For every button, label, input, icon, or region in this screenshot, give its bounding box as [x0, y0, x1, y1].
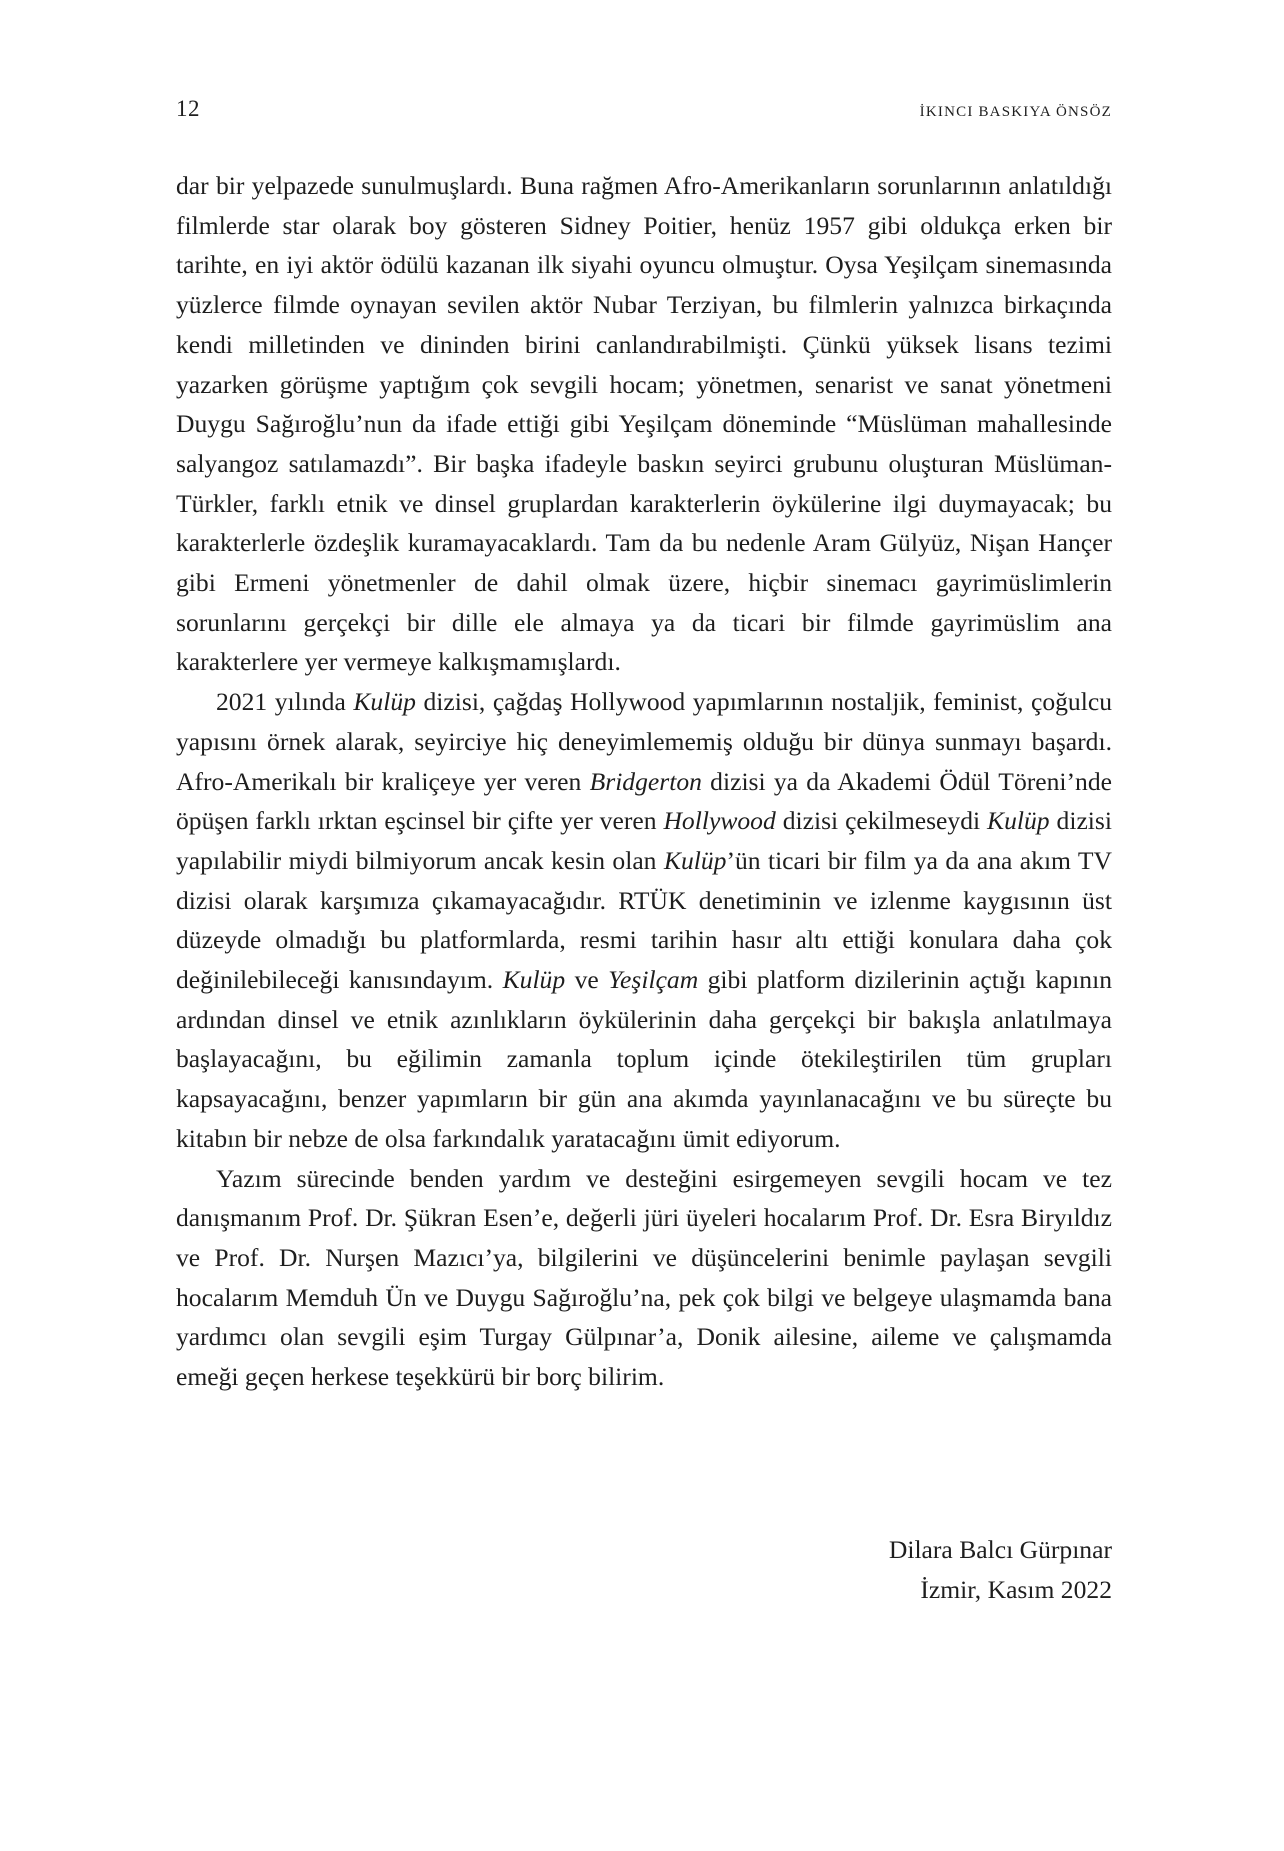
body-text: [176, 166, 1112, 1397]
text-run: dizisi çekilmeseydi: [775, 806, 988, 836]
paragraph-2: [176, 682, 1112, 1158]
italic-title: Kulüp: [663, 845, 727, 875]
italic-title: Kulüp: [353, 687, 416, 717]
author-name: Dilara Balcı Gürpınar: [888, 1535, 1112, 1564]
text-run: ’ün ticari bir film ya da ana akım TV dizisi olarak karşımıza çıkamayacağıdır. RTÜK denetiminin ve izlenme kaygısının üst düzeyde olmadığı bu platformlarda, resmi tarihin hasır altı ettiği konulara daha çok değinilebileceği kanısındayım.: [176, 845, 1113, 995]
italic-title: Kulüp: [987, 806, 1050, 836]
running-title: İKINCI BASKIYA ÖNSÖZ: [919, 104, 1112, 120]
italic-title: Bridgerton: [589, 766, 702, 796]
text-run: dizisi ya da Akademi Ödül Töreni’nde öpüşen farklı ırktan eşcinsel bir çifte yer veren: [176, 766, 1113, 836]
page-number: 12: [176, 96, 200, 121]
italic-title: Kulüp: [502, 965, 566, 995]
text-run: gibi platform dizilerinin açtığı kapının ardından dinsel ve etnik azınlıkların öykülerinin daha gerçekçi bir bakışla anlatılmaya başlayacağını, bu eğilimin zamanla toplum içinde ötekileştirilen tüm grupları kapsayacağını, benzer yapımların bir gün ana akımda yayınlanacağını ve bu süreçte bu kitabın bir nebze de olsa farkındalık yaratacağını ümit ediyorum.: [176, 965, 1113, 1153]
paragraph-1: [176, 166, 1112, 682]
running-head: [176, 96, 1112, 126]
signature-block: [889, 1530, 1112, 1610]
text-run: dizisi, çağdaş Hollywood yapımlarının nostaljik, feminist, çoğulcu yapısını örnek alarak, seyirciye hiç deneyimlememiş olduğu bir dünya sunmayı başardı. Afro-Amerikalı bir kraliçeye yer veren: [176, 687, 1112, 796]
italic-title: Yeşilçam: [608, 965, 699, 995]
paragraph-3: [176, 1159, 1112, 1397]
text-run: dar bir yelpazede sunulmuşlardı. Buna rağmen Afro-Amerikanların sorunlarının anlatıldığı filmlerde star olarak boy gösteren Sidney Poitier, henüz 1957 gibi oldukça erken bir tarihte, en iyi aktör ödülü kazanan ilk siyahi oyuncu olmuştur. Oysa Yeşilçam sinemasında yüzlerce filmde oynayan sevilen aktör Nubar Terziyan, bu filmlerin yalnızca birkaçında kendi milletinden ve dininden birini canlandırabilmişti. Çünkü yüksek lisans tezimi yazarken görüşme yaptığım çok sevgili hocam; yönetmen, senarist ve sanat yönetmeni Duygu Sağıroğlu’nun da ifade ettiği gibi Yeşilçam döneminde “Müslüman mahallesinde salyangoz satılamazdı”. Bir başka ifadeyle baskın seyirci grubunu oluşturan Müslüman-Türkler, farklı etnik ve dinsel gruplardan karakterlerin öykülerine ilgi duymayacak; bu karakterlerle özdeşlik kuramayacaklardı. Tam da bu nedenle Aram Gülyüz, Nişan Hançer gibi Ermeni yönetmenler de dahil olmak üzere, hiçbir sinemacı gayrimüslimlerin sorunlarını gerçekçi bir dille ele almaya ya da ticari bir filmde gayrimüslim ana karakterlere yer vermeye kalkışmamışlardı.: [176, 171, 1112, 677]
text-run: 2021 yılında: [216, 687, 354, 717]
text-run: Yazım sürecinde benden yardım ve desteğini esirgemeyen sevgili hocam ve tez danışmanım Prof. Dr. Şükran Esen’e, değerli jüri üyeleri hocalarım Prof. Dr. Esra Biryıldız ve Prof. Dr. Nurşen Mazıcı’ya, bilgilerini ve düşüncelerini benimle paylaşan sevgili hocalarım Memduh Ün ve Duygu Sağıroğlu’na, pek çok bilgi ve belgeye ulaşmamda bana yardımcı olan sevgili eşim Turgay Gülpınar’a, Donik ailesine, aileme ve çalışmamda emeği geçen herkese teşekkürü bir borç bilirim.: [176, 1163, 1112, 1392]
place-date: İzmir, Kasım 2022: [920, 1575, 1112, 1604]
text-run: ve: [565, 965, 609, 995]
text-run: dizisi yapılabilir miydi bilmiyorum ancak kesin olan: [176, 806, 1112, 875]
italic-title: Hollywood: [663, 806, 776, 836]
